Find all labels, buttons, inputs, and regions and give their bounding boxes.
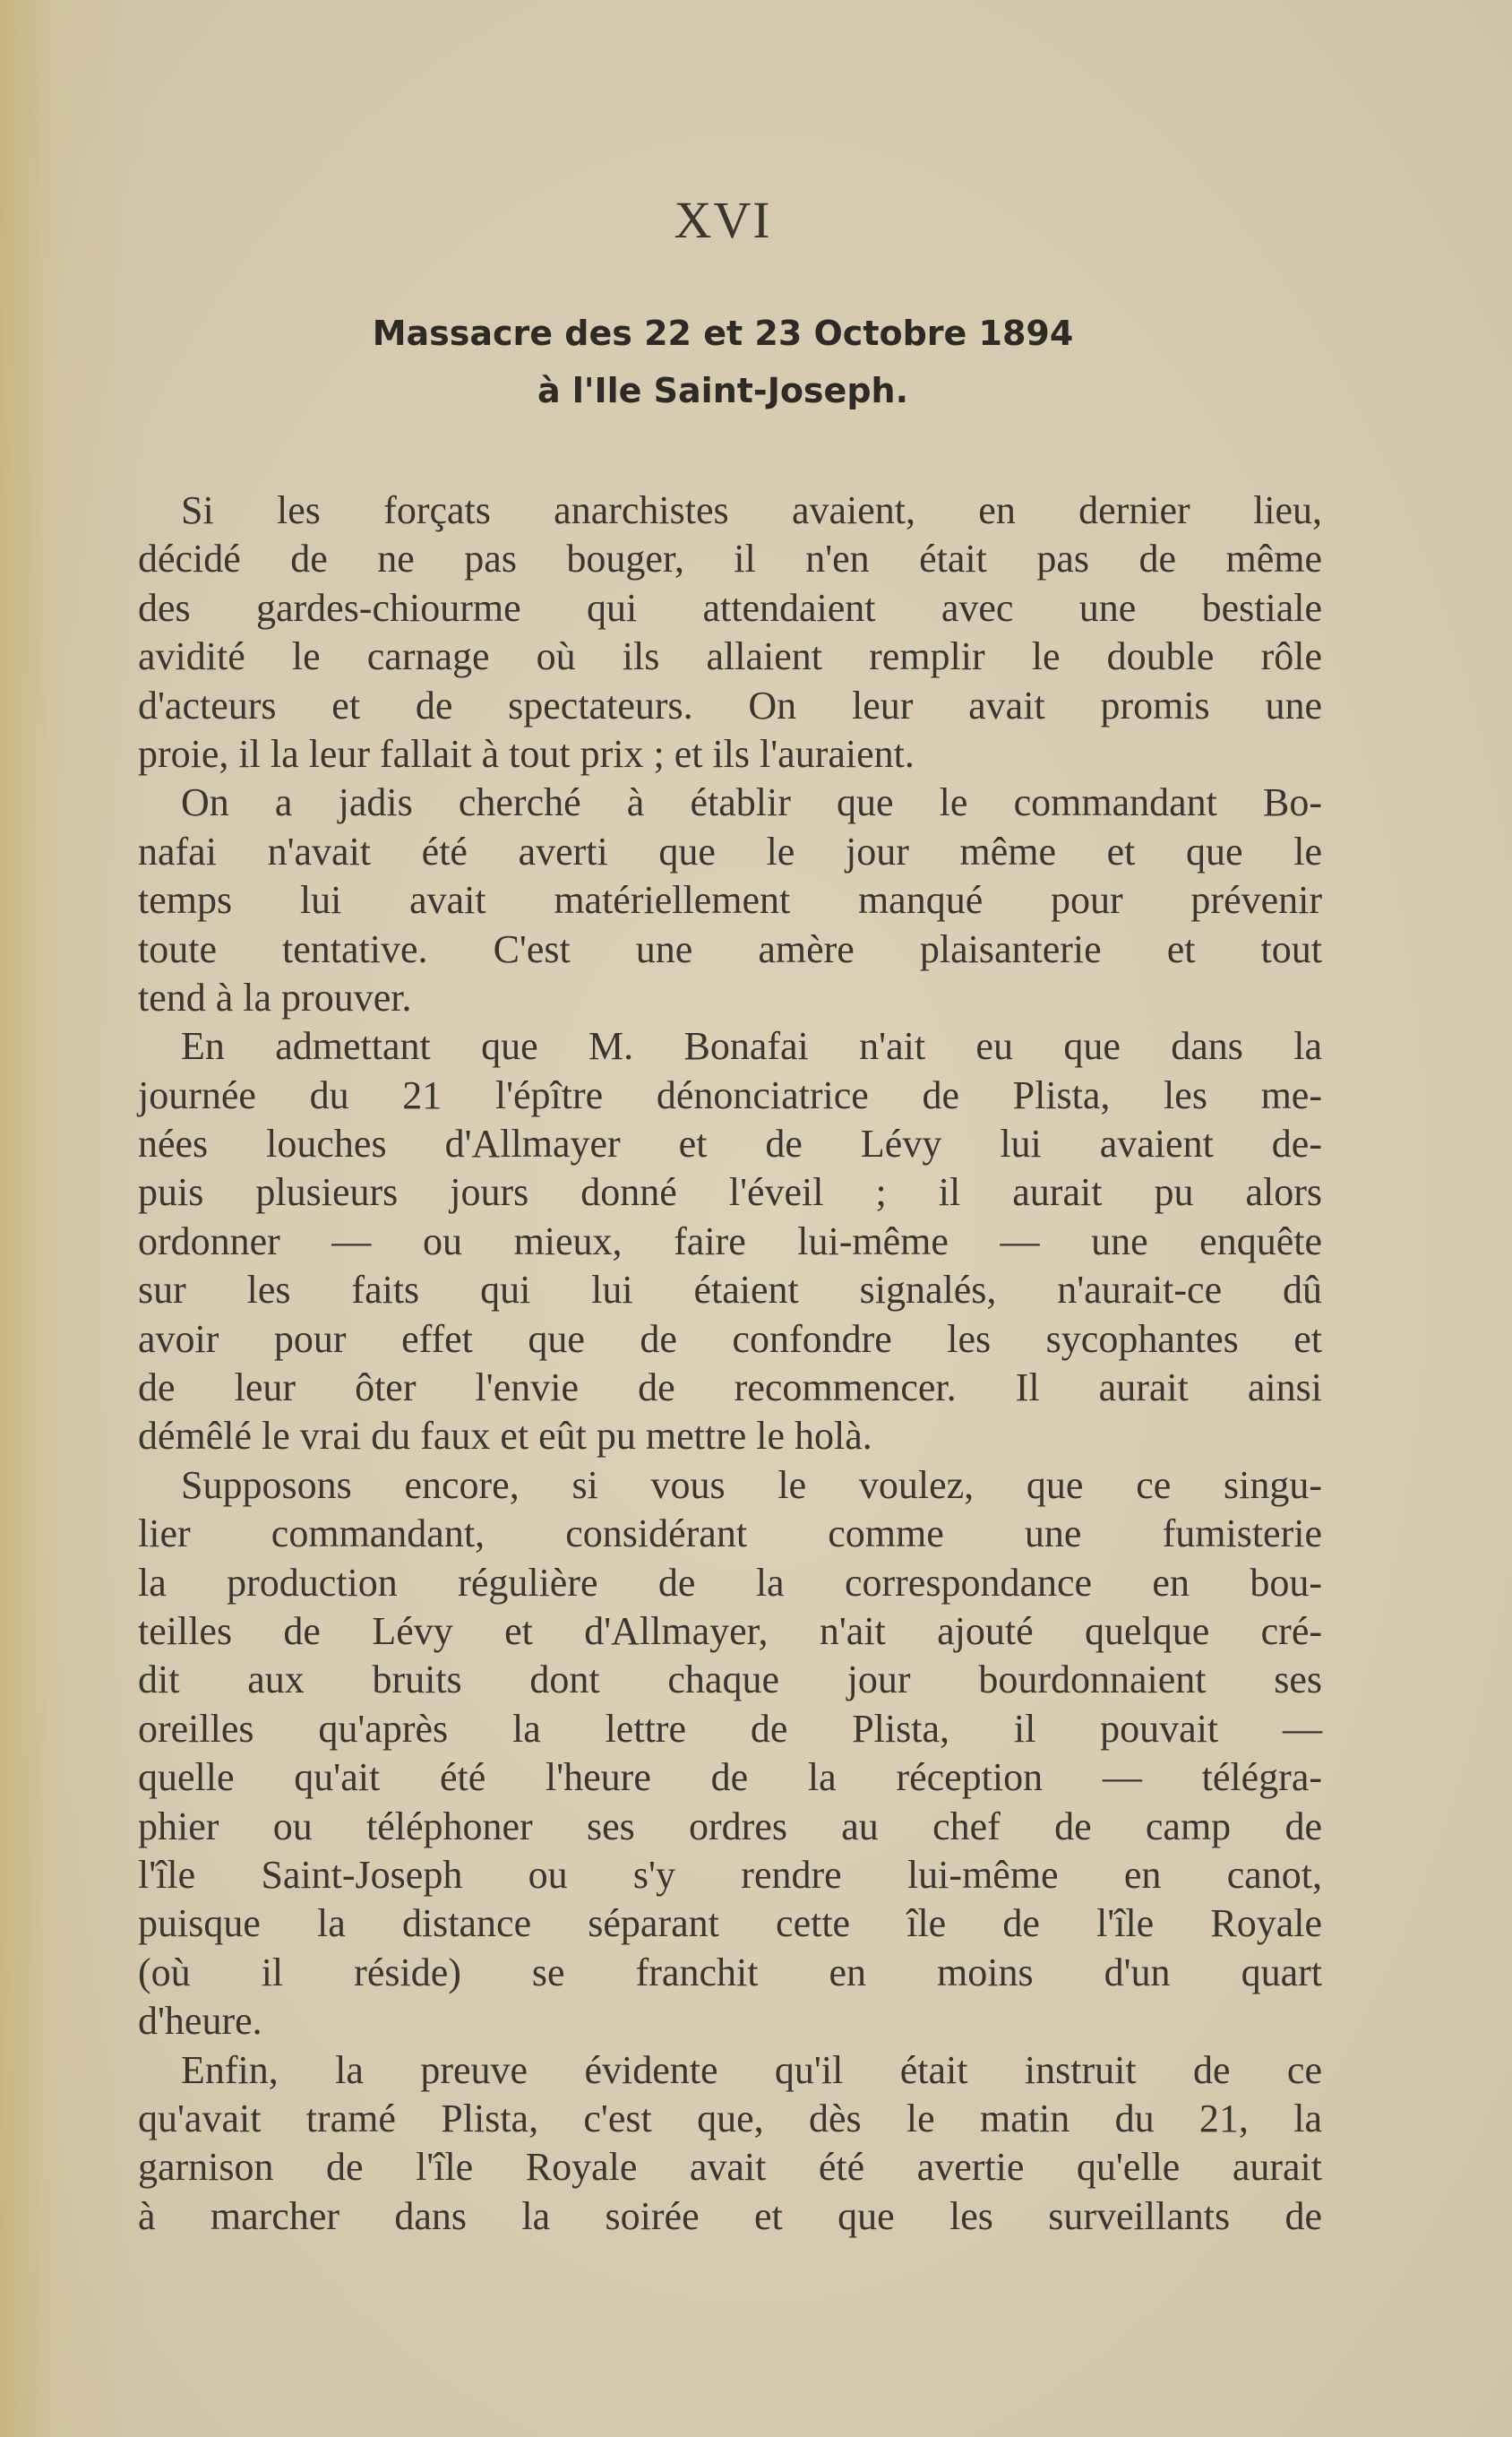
text-line: proie, il la leur fallait à tout prix ; et ils l'auraient. <box>138 731 915 776</box>
text-line: On a jadis cherché à établir que le commandant Bo- <box>181 780 1322 825</box>
text-line: lier commandant, considérant comme une fumisterie <box>138 1511 1322 1556</box>
text-line: avoir pour effet que de confondre les sycophantes et <box>138 1316 1322 1361</box>
text-line: teilles de Lévy et d'Allmayer, n'ait ajouté quelque cré- <box>138 1608 1322 1653</box>
text-line: des gardes-chiourme qui attendaient avec une bestiale <box>138 585 1322 630</box>
text-line: journée du 21 l'épître dénonciatrice de Plista, les me- <box>138 1072 1322 1117</box>
body-text <box>138 487 1322 2241</box>
text-line: phier ou téléphoner ses ordres au chef de camp de <box>138 1804 1322 1848</box>
text-line: la production régulière de la correspondance en bou- <box>138 1560 1322 1605</box>
text-line: temps lui avait matériellement manqué pour prévenir <box>138 878 1322 923</box>
text-line: sur les faits qui lui étaient signalés, n'aurait-ce dû <box>138 1268 1322 1313</box>
text-line: Enfin, la preuve évidente qu'il était instruit de ce <box>181 2047 1322 2092</box>
text-line: toute tentative. C'est une amère plaisanterie et tout <box>138 926 1322 971</box>
text-line: tend à la prouver. <box>138 975 412 1020</box>
text-line: d'heure. <box>138 1999 262 2044</box>
text-line: puis plusieurs jours donné l'éveil ; il aurait pu alors <box>138 1170 1322 1215</box>
text-line: avidité le carnage où ils allaient remplir le double rôle <box>138 634 1322 679</box>
chapter-number: XVI <box>674 191 772 249</box>
text-line: (où il réside) se franchit en moins d'un quart <box>138 1950 1322 1994</box>
text-line: d'acteurs et de spectateurs. On leur avait promis une <box>138 683 1322 728</box>
text-line: de leur ôter l'envie de recommencer. Il aurait ainsi <box>138 1365 1322 1410</box>
text-line: quelle qu'ait été l'heure de la réception — télégra- <box>138 1755 1322 1800</box>
text-line: démêlé le vrai du faux et eût pu mettre le holà. <box>138 1414 872 1459</box>
text-line: garnison de l'île Royale avait été avertie qu'elle aurait <box>138 2145 1322 2190</box>
text-line: Si les forçats anarchistes avaient, en dernier lieu, <box>181 488 1322 532</box>
text-line: qu'avait tramé Plista, c'est que, dès le matin du 21, la <box>138 2096 1322 2140</box>
text-line: nées louches d'Allmayer et de Lévy lui avaient de- <box>138 1122 1322 1167</box>
chapter-title-line-1: Massacre des 22 et 23 Octobre 1894 <box>372 314 1074 353</box>
text-line: nafai n'avait été averti que le jour même et que le <box>138 829 1322 874</box>
text-line: l'île Saint-Joseph ou s'y rendre lui-même en canot, <box>138 1852 1322 1897</box>
chapter-title-line-2: à l'Ile Saint-Joseph. <box>537 371 909 410</box>
text-line: puisque la distance séparant cette île de l'île Royale <box>138 1901 1322 1946</box>
text-line: à marcher dans la soirée et que les surveillants de <box>138 2193 1322 2238</box>
text-line: Supposons encore, si vous le voulez, que ce singu- <box>181 1462 1322 1507</box>
text-line: En admettant que M. Bonafai n'ait eu que dans la <box>181 1024 1322 1069</box>
text-line: décidé de ne pas bouger, il n'en était pas de même <box>138 537 1322 581</box>
text-line: oreilles qu'après la lettre de Plista, il pouvait — <box>138 1706 1322 1751</box>
text-line: dit aux bruits dont chaque jour bourdonnaient ses <box>138 1658 1322 1702</box>
text-line: ordonner — ou mieux, faire lui-même — une enquête <box>138 1218 1322 1263</box>
